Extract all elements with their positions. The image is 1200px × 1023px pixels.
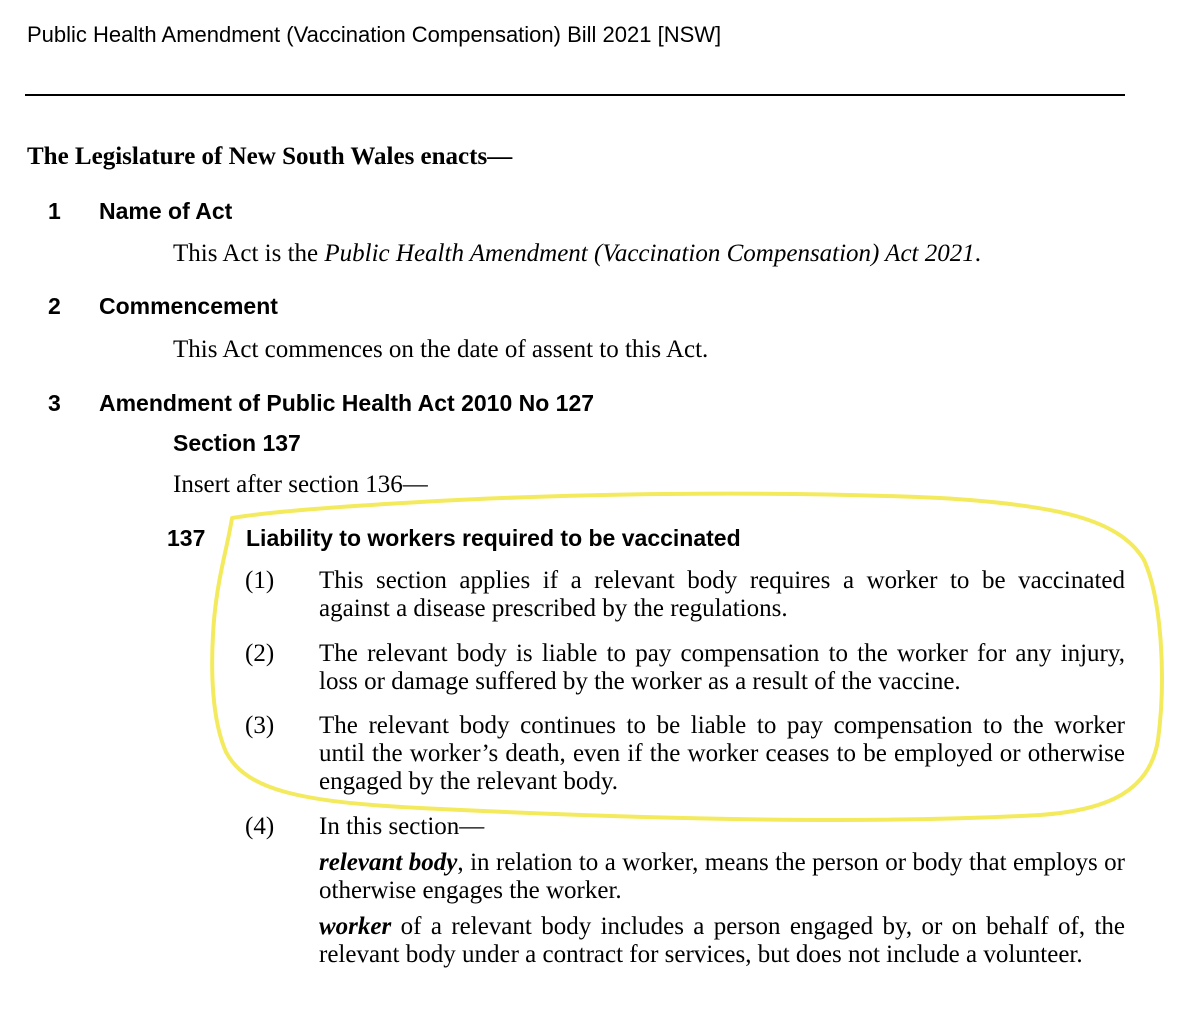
subsection-text: The relevant body continues to be liable to pay compensation to the worker until the worker’s death, even if the worker ceases to be employed or otherwise engaged by the relevant body. — [319, 712, 1125, 795]
inserted-section-title: Liability to workers required to be vaccinated — [246, 525, 741, 551]
definition-term: relevant body — [319, 849, 458, 876]
subsection-text: The relevant body is liable to pay compensation to the worker for any injury, loss or damage suffered by the worker as a result of the vaccine. — [319, 640, 1125, 695]
document-header: Public Health Amendment (Vaccination Compensation) Bill 2021 [NSW] — [27, 22, 722, 47]
section-1-text — [173, 240, 981, 268]
subsection-number: (4) — [245, 813, 275, 840]
section-2-number: 2 — [48, 293, 61, 319]
act-name: Public Health Amendment (Vaccination Compensation) Act 2021 — [324, 240, 975, 267]
definition-body: of a relevant body includes a person engaged by, or on behalf of, the relevant body under a contract for services, but does not include a volunteer. — [319, 913, 1125, 968]
section-3-title: Amendment of Public Health Act 2010 No 127 — [99, 390, 595, 416]
enacting-formula: The Legislature of New South Wales enacts— — [27, 143, 513, 170]
section-3-instruction: Insert after section 136— — [173, 471, 428, 498]
section-1-text-before: This Act is the — [173, 240, 325, 267]
definition-term: worker — [319, 913, 392, 940]
subsection-number: (2) — [245, 640, 275, 667]
subsection-number: (1) — [245, 567, 275, 594]
section-1-number: 1 — [48, 198, 61, 224]
definition-body: , in relation to a worker, means the person or body that employs or otherwise engages the worker. — [319, 849, 1125, 904]
definition-text — [319, 849, 1125, 905]
section-2-text: This Act commences on the date of assent to this Act. — [173, 336, 709, 363]
subsection-text: In this section— — [319, 813, 485, 840]
inserted-section-number: 137 — [167, 525, 206, 551]
definition-text — [319, 913, 1125, 969]
subsection-number: (3) — [245, 712, 275, 739]
section-1-title: Name of Act — [99, 198, 233, 224]
section-3-number: 3 — [48, 390, 61, 416]
header-rule — [25, 94, 1125, 96]
section-3-subheading: Section 137 — [173, 430, 301, 456]
section-2-title: Commencement — [99, 293, 278, 319]
subsection-text: This section applies if a relevant body requires a worker to be vaccinated against a disease prescribed by the regulations. — [319, 567, 1125, 622]
section-1-text-after: . — [974, 240, 981, 267]
